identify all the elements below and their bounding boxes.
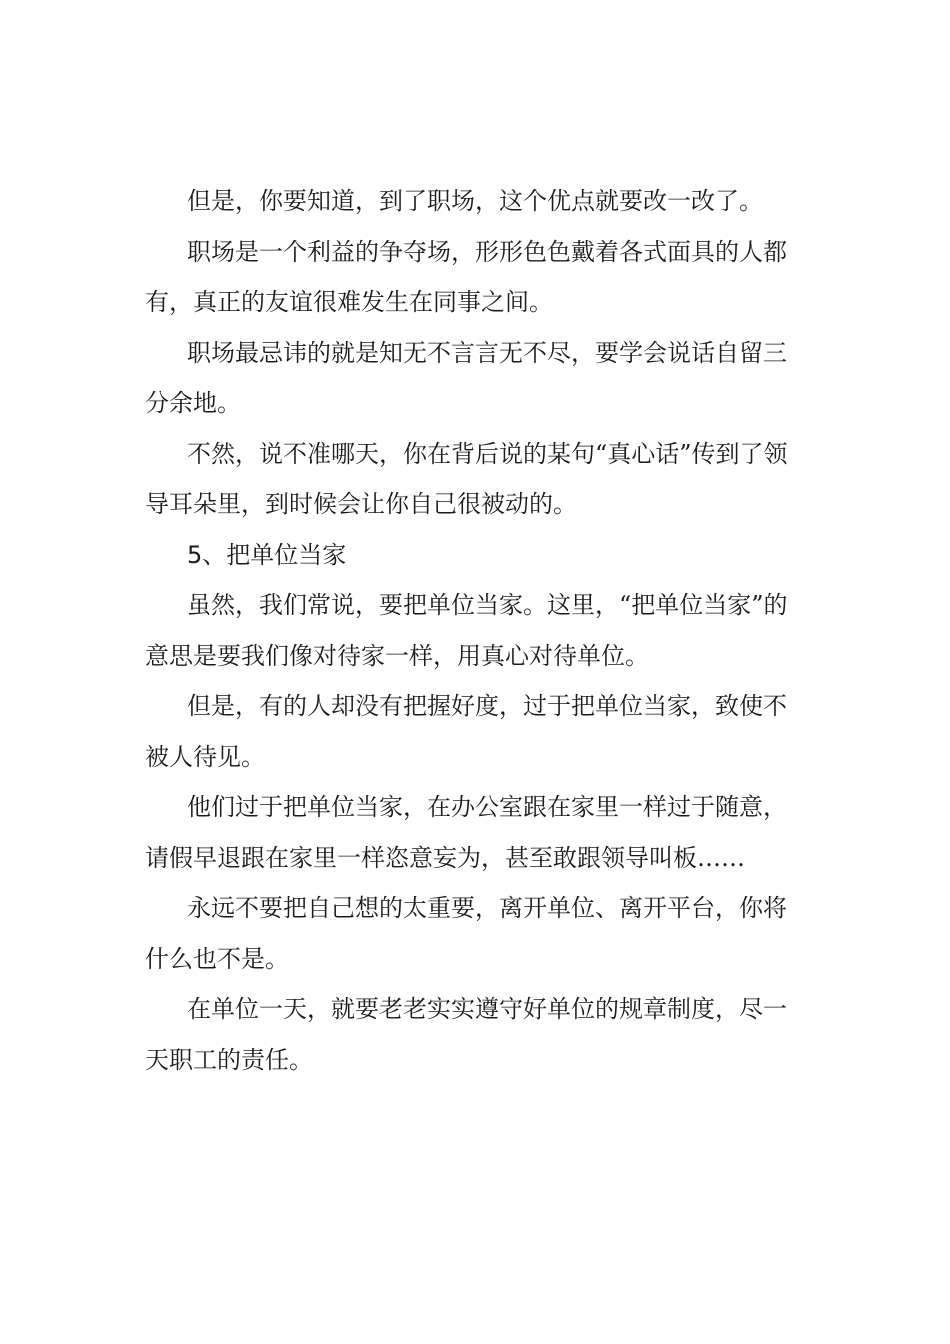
paragraph: 不然，说不准哪天，你在背后说的某句“真心话”传到了领导耳朵里，到时候会让你自己很被动的。 xyxy=(145,439,788,518)
paragraph: 永远不要把自己想的太重要，离开单位、离开平台，你将什么也不是。 xyxy=(145,894,787,973)
paragraph: 但是，你要知道，到了职场，这个优点就要改一改了。 xyxy=(187,187,763,215)
section-heading: 5、把单位当家 xyxy=(187,540,347,569)
paragraph: 职场是一个利益的争夺场，形形色色戴着各式面具的人都有，真正的友谊很难发生在同事之间。 xyxy=(145,237,787,316)
paragraph: 职场最忌讳的就是知无不言言无不尽，要学会说话自留三分余地。 xyxy=(145,338,787,417)
paragraph: 他们过于把单位当家，在办公室跟在家里一样过于随意，请假早退跟在家里一样恣意妄为，甚至敢跟领导叫板…… xyxy=(145,793,787,872)
paragraph: 但是，有的人却没有把握好度，过于把单位当家，致使不被人待见。 xyxy=(145,692,787,771)
document-body xyxy=(145,176,810,1085)
paragraph: 虽然，我们常说，要把单位当家。这里，“把单位当家”的意思是要我们像对待家一样，用真心对待单位。 xyxy=(145,591,788,670)
paragraph: 在单位一天，就要老老实实遵守好单位的规章制度，尽一天职工的责任。 xyxy=(145,995,787,1074)
